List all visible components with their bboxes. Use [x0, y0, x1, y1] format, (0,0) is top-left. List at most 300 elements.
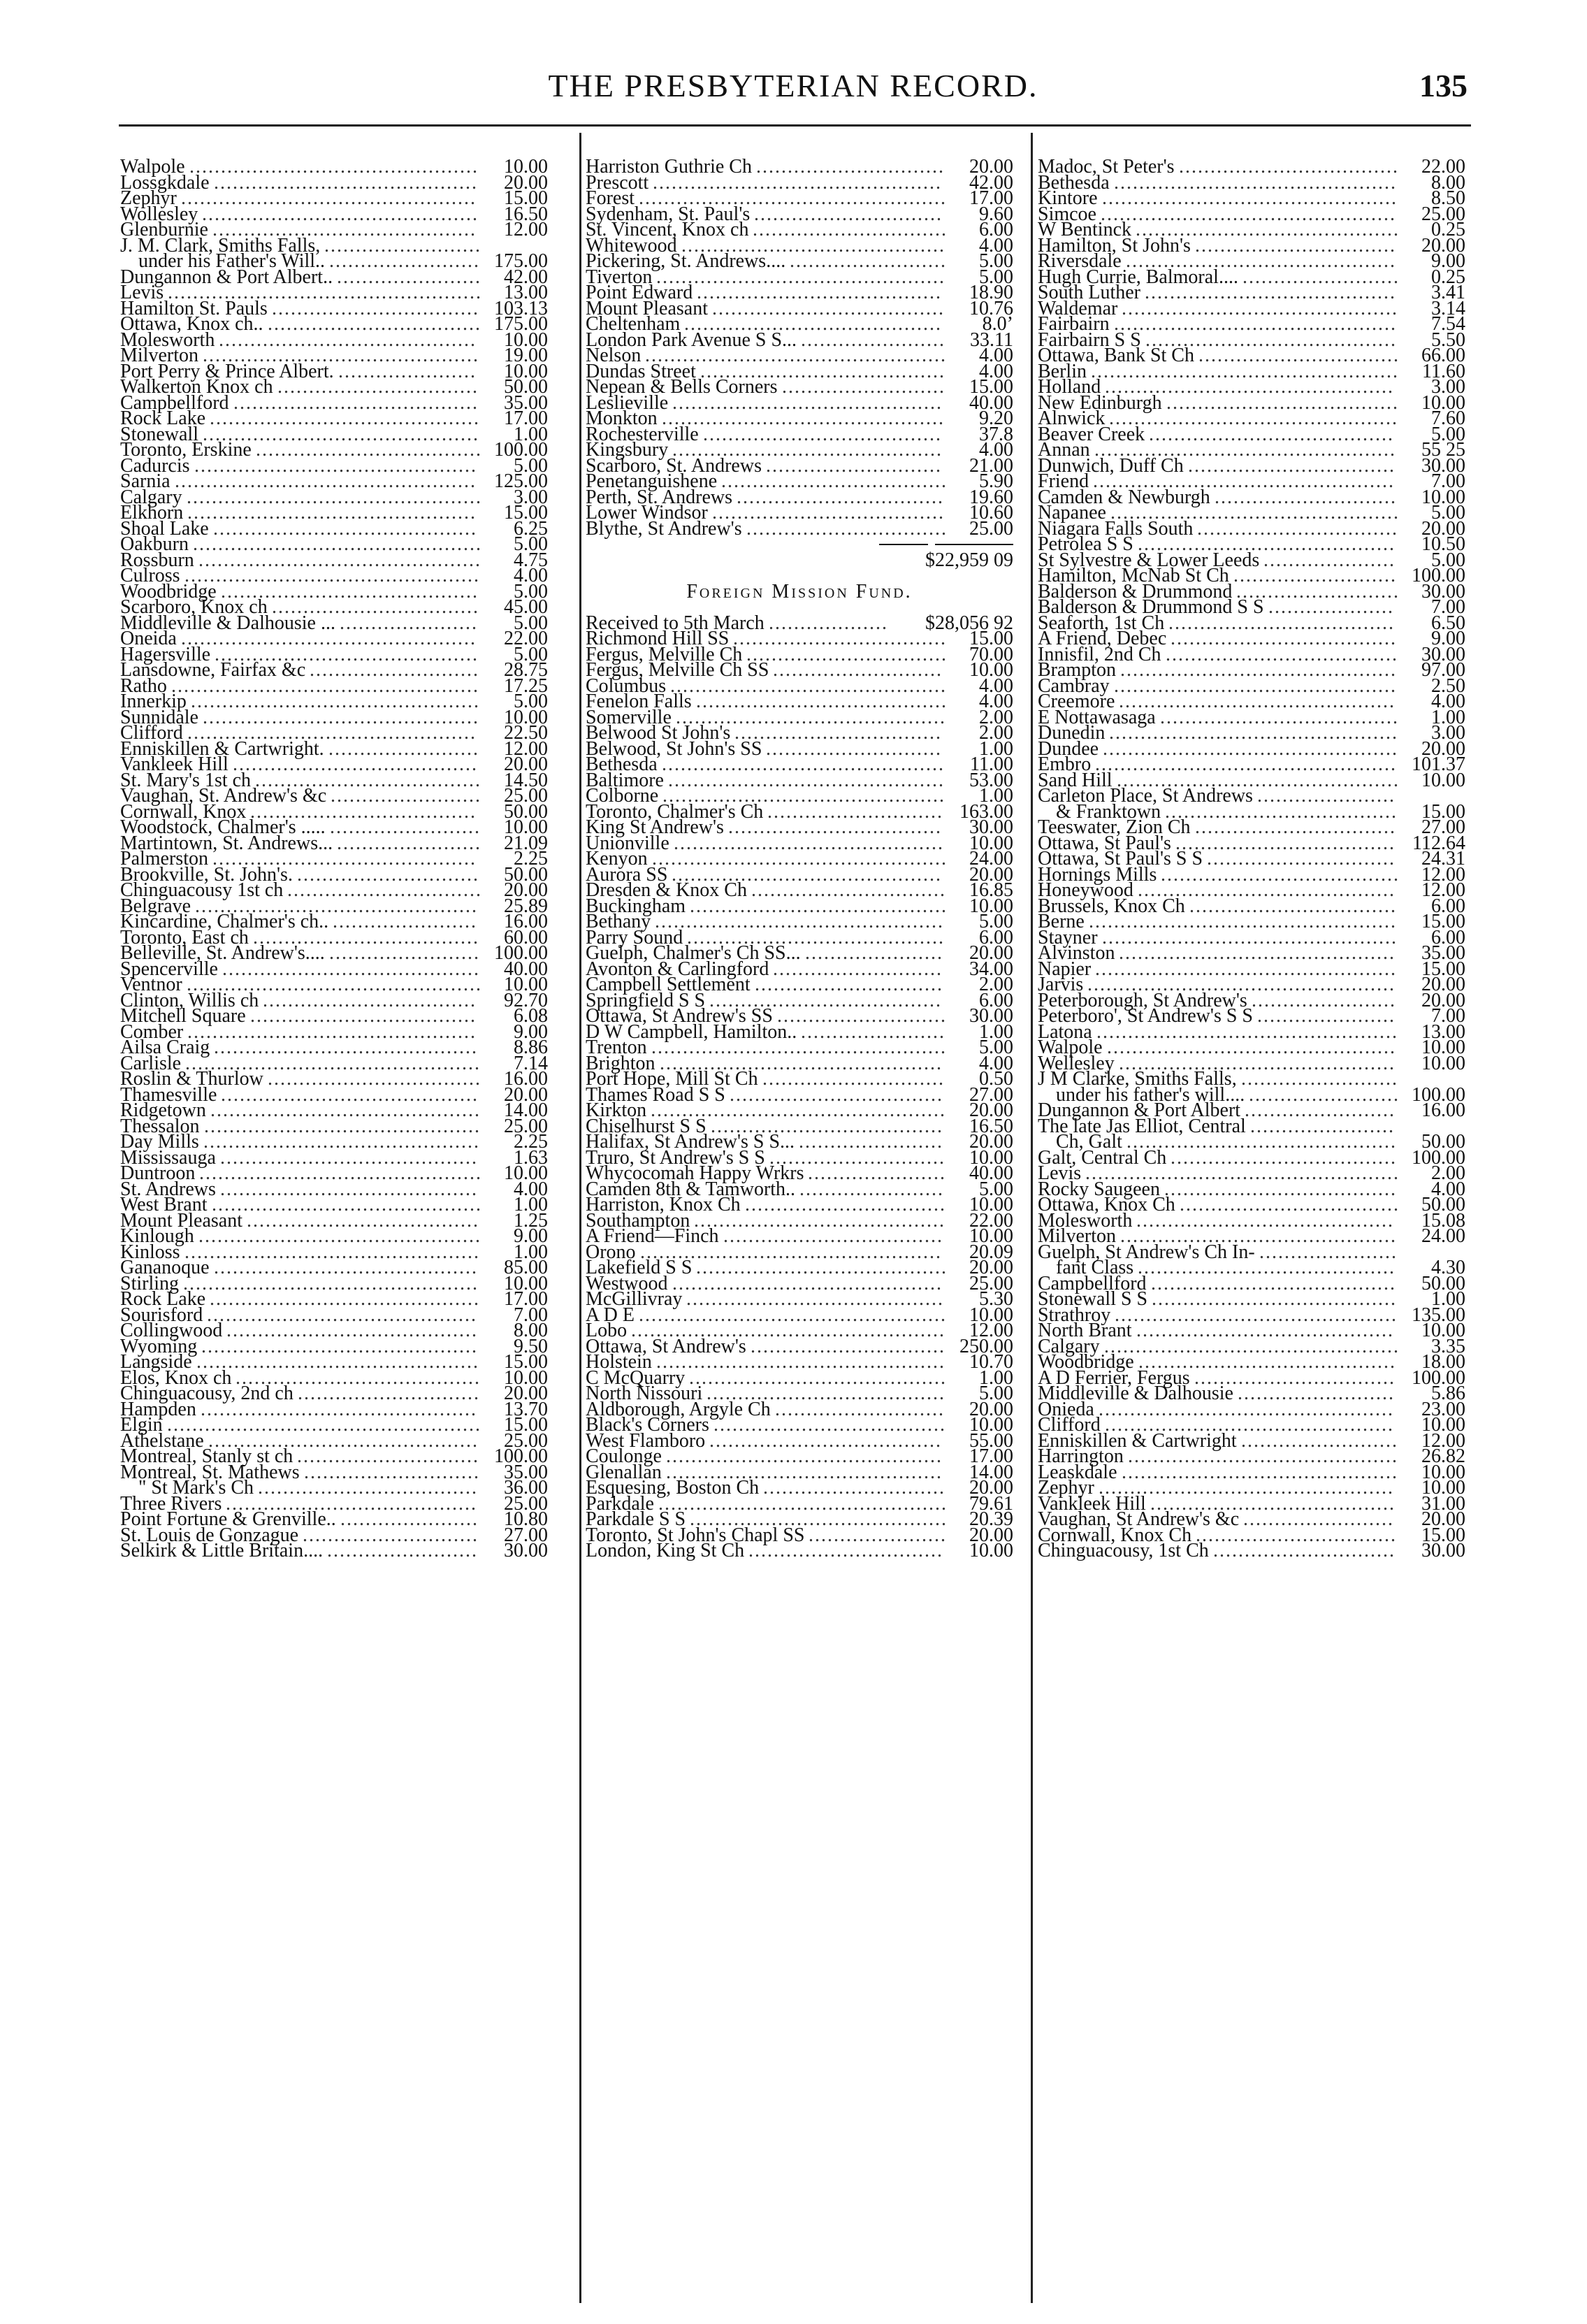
- entry-name: Three Rivers: [120, 1492, 222, 1515]
- entry-name: Whitewood: [586, 234, 677, 257]
- entry-name: Clinton, Willis ch: [120, 989, 259, 1011]
- leader-dots: .........................................: [689, 1366, 947, 1389]
- entry-amount: 1.00: [1431, 1288, 1465, 1310]
- entry-name: Columbus: [586, 674, 667, 697]
- leader-dots: ..............................................: [656, 266, 945, 288]
- entry-name: Lobo: [586, 1320, 628, 1341]
- entry-name: Lossgkdale: [120, 171, 210, 194]
- entry-amount: 8.86: [514, 1037, 548, 1058]
- column-2: [586, 156, 1013, 1561]
- leader-dots: ................................................: [1093, 470, 1395, 492]
- entry-name: Sarnia: [120, 470, 171, 492]
- leader-dots: .................................: [272, 596, 479, 618]
- entry-name: Berlin: [1038, 360, 1087, 382]
- entry-name: Belwood St John's: [586, 722, 731, 744]
- entry-amount: 0.25: [1431, 219, 1465, 240]
- leader-dots: ............................................: [1122, 1461, 1398, 1483]
- entry-amount: 24.31: [1421, 848, 1465, 869]
- entry-amount: 42.00: [969, 171, 1013, 194]
- leader-dots: ..............................: [755, 974, 943, 995]
- entry-amount: 22.00: [969, 1209, 1013, 1232]
- entry-name: London Park Avenue S S...: [586, 329, 797, 351]
- entry-name: Harriston Guthrie Ch: [586, 156, 752, 178]
- entry-name: Stirling: [120, 1272, 180, 1294]
- leader-dots: .........................: [1238, 1383, 1395, 1404]
- leader-dots: ...................................: [723, 1225, 943, 1247]
- entry-name: Nepean & Bells Corners: [586, 376, 778, 398]
- entry-amount: 20.00: [969, 1524, 1013, 1546]
- leader-dots: ......................................: [703, 423, 942, 445]
- entry-name: West Flamboro: [586, 1429, 706, 1452]
- entry-name: Port Hope, Mill St Ch: [586, 1068, 758, 1090]
- leader-dots: ..................................: [733, 628, 947, 649]
- leader-dots: ..........................................: [215, 643, 479, 665]
- entry-name: Ailsa Craig: [120, 1037, 210, 1058]
- entry-name: Day Mills: [120, 1131, 199, 1153]
- leader-dots: ............................................: [666, 1461, 943, 1483]
- entry-name: Niagara Falls South: [1038, 517, 1194, 540]
- entry-name: Balderson & Drummond S S: [1038, 596, 1264, 618]
- entry-amount: 20.00: [969, 1131, 1013, 1153]
- entry-name: Milverton: [1038, 1225, 1116, 1247]
- header-rule: [119, 124, 1471, 127]
- leader-dots: .............................................: [1115, 1304, 1398, 1326]
- entry-name: Annan: [1038, 439, 1090, 461]
- leader-dots: ......................: [809, 1524, 947, 1546]
- entry-amount: 5.00: [514, 612, 548, 634]
- entry-amount: 9.50: [514, 1335, 548, 1357]
- leader-dots: .........................................: [222, 958, 480, 980]
- leader-dots: ............................................: [203, 706, 479, 728]
- entry-amount: 10.00: [504, 816, 548, 838]
- entry-name: Friend: [1038, 470, 1089, 492]
- leader-dots: ............................: [304, 1461, 480, 1483]
- entry-name: Harrington: [1038, 1445, 1124, 1467]
- entry-name: Napier: [1038, 958, 1092, 980]
- entry-amount: 50.00: [504, 863, 548, 886]
- leader-dots: ..................................................: [167, 1414, 481, 1436]
- leader-dots: ...............................................: [1102, 187, 1398, 209]
- entry-amount: 10.00: [1421, 1320, 1465, 1341]
- leader-dots: ............................................: [1122, 297, 1398, 319]
- entry-amount: 9.00: [514, 1225, 548, 1247]
- leader-dots: ............................................: [1119, 691, 1396, 712]
- leader-dots: ......................: [340, 1508, 479, 1530]
- leader-dots: ..........................................: [681, 234, 945, 257]
- entry-amount: 35.00: [504, 391, 548, 414]
- entry-name: Teeswater, Zion Ch: [1038, 816, 1191, 838]
- entry-name: Camden & Newburgh: [1038, 486, 1210, 508]
- leader-dots: ..............................................: [1105, 1414, 1394, 1436]
- entry-amount: 17.00: [969, 187, 1013, 209]
- entry-amount: 16.50: [969, 1115, 1013, 1137]
- entry-name: Glenallan: [586, 1461, 662, 1483]
- entry-name: Wellesley: [1038, 1052, 1115, 1074]
- entry-amount: 10.00: [1421, 769, 1465, 791]
- entry-amount: 1.00: [979, 1020, 1013, 1043]
- entry-amount: 22.50: [504, 722, 548, 744]
- entry-name: Southampton: [586, 1209, 690, 1232]
- entry-name: Beaver Creek: [1038, 423, 1145, 445]
- leader-dots: .....................................: [709, 1429, 942, 1452]
- entry-amount: 1.00: [979, 785, 1013, 807]
- entry-name: Belgrave: [120, 895, 191, 917]
- entry-amount: 12.00: [1421, 879, 1465, 901]
- entry-amount: 4.00: [979, 691, 1013, 712]
- leader-dots: ..........................................: [214, 171, 478, 194]
- entry-amount: 100.00: [1412, 1083, 1465, 1106]
- leader-dots: ..........................................: [1136, 219, 1400, 240]
- entry-name: Spencerville: [120, 958, 218, 980]
- entry-name: Enniskillen & Cartwright.: [120, 737, 324, 760]
- leader-dots: .......................................: [697, 282, 942, 303]
- entry-amount: 4.00: [979, 234, 1013, 257]
- entry-name: St. Vincent, Knox ch: [586, 219, 749, 240]
- entry-name: Prescott: [586, 171, 649, 194]
- entry-amount: 101.37: [1412, 753, 1465, 775]
- entry-name: North Brant: [1038, 1320, 1132, 1341]
- entry-name: Richmond Hill SS: [586, 628, 730, 649]
- entry-amount: 6.08: [514, 1005, 548, 1027]
- entry-amount: 10.00: [969, 1540, 1013, 1561]
- leader-dots: .................................: [737, 486, 944, 508]
- entry-name: Brussels, Knox Ch: [1038, 895, 1185, 917]
- leader-dots: ...................................: [1175, 832, 1396, 854]
- entry-amount: 10.00: [1421, 1414, 1465, 1436]
- entry-name: Hagersville: [120, 643, 211, 665]
- entry-amount: 11.60: [1422, 360, 1465, 382]
- entry-amount: 20.00: [969, 156, 1013, 178]
- leader-dots: ..............................................: [653, 171, 942, 194]
- entry-amount: 16.50: [504, 203, 548, 225]
- entry-name: Zephyr: [120, 187, 177, 209]
- leader-dots: .........................: [1242, 266, 1400, 288]
- entry-amount: 16.00: [504, 911, 548, 932]
- entry-amount: 9.60: [979, 203, 1013, 225]
- entry-name: Scarboro, St. Andrews: [586, 454, 762, 477]
- leader-dots: .......................: [799, 1178, 944, 1200]
- leader-dots: ..............................................: [1110, 502, 1400, 524]
- leader-dots: ...............................................: [187, 974, 482, 995]
- leader-dots: .......................................: [233, 391, 479, 414]
- leader-dots: .......................: [1250, 1115, 1395, 1137]
- entry-amount: 10.00: [969, 895, 1013, 917]
- leader-dots: .................................................: [1087, 974, 1396, 995]
- entry-amount: 100.00: [494, 942, 548, 964]
- leader-dots: ......................: [340, 612, 478, 634]
- leader-dots: ....................................: [256, 439, 482, 461]
- leader-dots: ............................: [766, 737, 942, 760]
- leader-dots: ..........................................: [213, 517, 477, 540]
- leader-dots: .................................: [1189, 895, 1397, 917]
- entry-amount: 30.00: [969, 816, 1013, 838]
- column-divider-1: [579, 133, 581, 2303]
- entry-name: Campbellford: [1038, 1272, 1147, 1294]
- leader-dots: .............................: [298, 1383, 480, 1404]
- entry-name: Ridgetown: [120, 1099, 206, 1121]
- leader-dots: ...........................................: [210, 1288, 480, 1310]
- leader-dots: ......................................: [706, 1383, 945, 1404]
- leader-dots: .....................................: [1166, 391, 1399, 414]
- entry-name: Oakburn: [120, 533, 189, 555]
- entry-name: Holstein: [586, 1351, 652, 1373]
- entry-name: Palmerston: [120, 848, 208, 869]
- entry-amount: 5.00: [979, 250, 1013, 272]
- entry-name: Embro: [1038, 753, 1092, 775]
- entry-name: Hampden: [120, 1398, 196, 1420]
- entry-name: Alnwick: [1038, 407, 1106, 429]
- entry-amount: 10.00: [504, 706, 548, 728]
- entry-name: Kenyon: [586, 848, 648, 869]
- entry-name: Sand Hill: [1038, 769, 1113, 791]
- entry-amount: 8.00: [514, 1320, 548, 1341]
- entry-amount: 30.00: [969, 1005, 1013, 1027]
- entry-name: Chinguacousy, 1st Ch: [1038, 1540, 1209, 1561]
- entry-name: Coulonge: [586, 1445, 662, 1467]
- leader-dots: .........................: [790, 250, 947, 272]
- leader-dots: .................................: [272, 297, 479, 319]
- leader-dots: ...................: [769, 612, 888, 634]
- leader-dots: ............................................: [1119, 942, 1396, 964]
- leader-dots: .......................: [801, 1020, 945, 1043]
- leader-dots: .............................................: [1117, 769, 1400, 791]
- entry-amount: 2.00: [979, 706, 1013, 728]
- leader-dots: ...............................................: [1103, 737, 1398, 760]
- entry-name: A Friend—Finch: [586, 1225, 719, 1247]
- entry-name: Fenelon Falls: [586, 691, 692, 712]
- entry-amount: 8.50: [1431, 187, 1465, 209]
- entry-name: A D Ferrier, Fergus: [1038, 1366, 1190, 1389]
- leader-dots: ........................: [1243, 1508, 1394, 1530]
- entry-amount: 20.00: [504, 1383, 548, 1404]
- leader-dots: ............................................: [668, 769, 945, 791]
- entry-name: Strathroy: [1038, 1304, 1111, 1326]
- leader-dots: ..............................: [756, 156, 945, 178]
- entry-amount: 6.00: [979, 926, 1013, 948]
- entry-amount: 4.00: [979, 439, 1013, 461]
- leader-dots: ..............................................: [655, 911, 944, 932]
- entry-amount: 5.00: [514, 533, 548, 555]
- leader-dots: ........................................: [694, 1209, 945, 1232]
- leader-dots: ................................: [1196, 1524, 1397, 1546]
- entry-amount: 20.00: [969, 1099, 1013, 1121]
- entry-amount: 15.00: [1421, 958, 1465, 980]
- leader-dots: ............................................: [670, 674, 947, 697]
- entry-amount: 13.00: [1421, 1020, 1465, 1043]
- entry-name: Thessalon: [120, 1115, 200, 1137]
- entry-name: Colborne: [586, 785, 659, 807]
- entry-name: Thamesville: [120, 1083, 217, 1106]
- entry-name: Parry Sound: [586, 926, 683, 948]
- entry-name: Springfield S S: [586, 989, 706, 1011]
- leader-dots: .........................................: [220, 1146, 478, 1169]
- entry-name: Woodstock, Chalmer's .....: [120, 816, 326, 838]
- entry-amount: 27.00: [504, 1524, 548, 1546]
- leader-dots: ............................................: [1120, 659, 1397, 681]
- entry-name: Fergus, Melville Ch: [586, 643, 743, 665]
- entry-name: Parkdale: [586, 1492, 654, 1515]
- leader-dots: ................................: [1198, 345, 1400, 366]
- entry-amount: 125.00: [494, 470, 548, 492]
- leader-dots: ..............................: [754, 203, 943, 225]
- entry-amount: 26.82: [1421, 1445, 1465, 1467]
- leader-dots: ................................: [1195, 234, 1396, 257]
- entry-amount: 7.60: [1431, 407, 1465, 429]
- leader-dots: ..................................................: [631, 1320, 945, 1341]
- entry-amount: 7.54: [1431, 313, 1465, 335]
- leader-dots: ...............................................: [1099, 1477, 1394, 1499]
- leader-dots: ................................................: [1096, 1020, 1398, 1043]
- entry-name: Brampton: [1038, 659, 1116, 681]
- entry-amount: 20.00: [969, 1398, 1013, 1420]
- entry-name: Point Edward: [586, 282, 693, 303]
- leader-dots: ...........................: [777, 1005, 947, 1027]
- leader-dots: .........................................: [1138, 1257, 1396, 1278]
- entry-amount: 16.85: [969, 879, 1013, 901]
- entry-name: Clifford: [120, 722, 183, 744]
- ledger-entry: [586, 517, 1013, 540]
- entry-name: & Franktown: [1056, 800, 1161, 823]
- entry-amount: 37.8: [979, 423, 1013, 445]
- entry-amount: 9.00: [1431, 250, 1465, 272]
- leader-dots: ...........................................: [672, 391, 943, 414]
- entry-amount: 25.00: [1421, 203, 1465, 225]
- entry-amount: 5.90: [979, 470, 1013, 492]
- entry-name: Dundas Street: [586, 360, 696, 382]
- entry-name: Nelson: [586, 345, 642, 366]
- entry-amount: 2.25: [514, 848, 548, 869]
- entry-amount: 20.39: [969, 1508, 1013, 1530]
- entry-amount: 25.00: [504, 785, 548, 807]
- entry-name: Fergus, Melville Ch SS: [586, 659, 769, 681]
- entry-amount: 22.00: [504, 628, 548, 649]
- entry-name: Ottawa, Knox Ch: [1038, 1194, 1175, 1215]
- entry-amount: 22.00: [1421, 156, 1465, 178]
- entry-name: Duntroon: [120, 1162, 196, 1184]
- entry-amount: 2.50: [1431, 674, 1465, 697]
- entry-name: Dungannon & Port Albert: [1038, 1099, 1241, 1121]
- leader-dots: .....................: [1263, 549, 1396, 571]
- entry-name: Lower Windsor: [586, 502, 708, 524]
- entry-amount: 135.00: [1412, 1304, 1465, 1326]
- leader-dots: ............................: [766, 454, 942, 477]
- entry-name: Lansdowne, Fairfax &c: [120, 659, 306, 681]
- entry-amount: 1.00: [514, 1194, 548, 1215]
- entry-amount: 30.00: [504, 1540, 548, 1561]
- entry-name: Hornings Mills: [1038, 863, 1157, 886]
- entry-amount: 20.00: [969, 1477, 1013, 1499]
- leader-dots: ...........................................: [672, 439, 943, 461]
- entry-name: Leaskdale: [1038, 1461, 1117, 1483]
- entry-name: Balderson & Drummond: [1038, 580, 1233, 602]
- leader-dots: ...............................: [751, 879, 946, 901]
- entry-name: Belwood, St John's SS: [586, 737, 762, 760]
- entry-name: Sydenham, St. Paul's: [586, 203, 751, 225]
- entry-name: Onieda: [1038, 1398, 1094, 1420]
- entry-amount: 9.00: [1431, 628, 1465, 649]
- entry-name: Kinloss: [120, 1241, 180, 1263]
- entry-name: Levis: [1038, 1162, 1082, 1184]
- leader-dots: .............................................: [196, 1351, 479, 1373]
- entry-amount: 3.00: [1431, 722, 1465, 744]
- leader-dots: ...........................................: [672, 863, 942, 886]
- entry-name: Montreal, Stanly st ch: [120, 1445, 294, 1467]
- entry-name: Cheltenham: [586, 313, 681, 335]
- leader-dots: ...............................................: [651, 1099, 946, 1121]
- entry-name: Martintown, St. Andrews...: [120, 832, 333, 854]
- entry-name: Enniskillen & Cartwright: [1038, 1429, 1237, 1452]
- entry-amount: 6.00: [979, 219, 1013, 240]
- leader-dots: ............................................: [203, 423, 479, 445]
- leader-dots: ....................................: [255, 769, 481, 791]
- leader-dots: .........................................: [1136, 1209, 1394, 1232]
- entry-amount: 25.00: [504, 1115, 548, 1137]
- leader-dots: ............................................: [201, 1335, 478, 1357]
- leader-dots: ................................................: [175, 470, 477, 492]
- entry-amount: 1.00: [514, 423, 548, 445]
- leader-dots: .........................................: [1138, 1351, 1396, 1373]
- entry-amount: 3.00: [1431, 376, 1465, 398]
- leader-dots: .....................................: [247, 1209, 479, 1232]
- entry-amount: 10.00: [1421, 1461, 1465, 1483]
- entry-name: Walpole: [1038, 1037, 1103, 1058]
- entry-name: Middleville & Dalhousie: [1038, 1383, 1233, 1404]
- entry-name: Fairbairn: [1038, 313, 1110, 335]
- entry-amount: 2.00: [979, 722, 1013, 744]
- entry-amount: 175.00: [494, 313, 548, 335]
- entry-name: Glenburnie: [120, 219, 208, 240]
- leader-dots: .........................................: [690, 1508, 948, 1530]
- leader-dots: ...........................: [773, 958, 943, 980]
- leader-dots: .......................: [1252, 989, 1396, 1011]
- leader-dots: .......................................: [233, 753, 478, 775]
- entry-name: Tiverton: [586, 266, 653, 288]
- leader-dots: .............................................: [199, 1162, 482, 1184]
- entry-name: Rochesterville: [586, 423, 699, 445]
- leader-dots: ..............................................: [189, 156, 479, 178]
- entry-amount: 1.00: [1431, 706, 1465, 728]
- entry-name: Molesworth: [120, 329, 215, 351]
- entry-amount: 85.00: [504, 1257, 548, 1278]
- entry-name: Toronto, St John's Chapl SS: [586, 1524, 805, 1546]
- entry-name: D W Campbell, Hamilton..: [586, 1020, 797, 1043]
- leader-dots: ................................: [745, 1194, 946, 1215]
- entry-name: Levis: [120, 282, 164, 303]
- leader-dots: ..................................: [268, 1068, 481, 1090]
- entry-amount: 20.00: [1421, 989, 1465, 1011]
- entry-amount: 18.00: [1421, 1351, 1465, 1373]
- leader-dots: ......................: [1257, 1005, 1396, 1027]
- entry-name: Kintore: [1038, 187, 1098, 209]
- entry-name: Guelph, Chalmer's Ch SS...: [586, 942, 801, 964]
- leader-dots: ...............................................: [181, 628, 477, 649]
- leader-dots: ..............................................: [656, 1351, 945, 1373]
- entry-amount: 35.00: [1421, 942, 1465, 964]
- leader-dots: ............................................: [1119, 1052, 1396, 1074]
- leader-dots: ...............................................: [1104, 1335, 1400, 1357]
- leader-dots: ...................................: [1180, 1194, 1400, 1215]
- leader-dots: ...............................: [287, 879, 482, 901]
- entry-amount: 10.00: [504, 1272, 548, 1294]
- entry-name: Holland: [1038, 376, 1101, 398]
- entry-name: Campbell Settlement: [586, 974, 751, 995]
- leader-dots: ..............................................: [1105, 376, 1394, 398]
- entry-amount: 24.00: [969, 848, 1013, 869]
- entry-amount: 100.00: [494, 439, 548, 461]
- entry-amount: 10.80: [504, 1508, 548, 1530]
- entry-amount: 7.14: [514, 1052, 548, 1074]
- leader-dots: ...........................................: [674, 832, 944, 854]
